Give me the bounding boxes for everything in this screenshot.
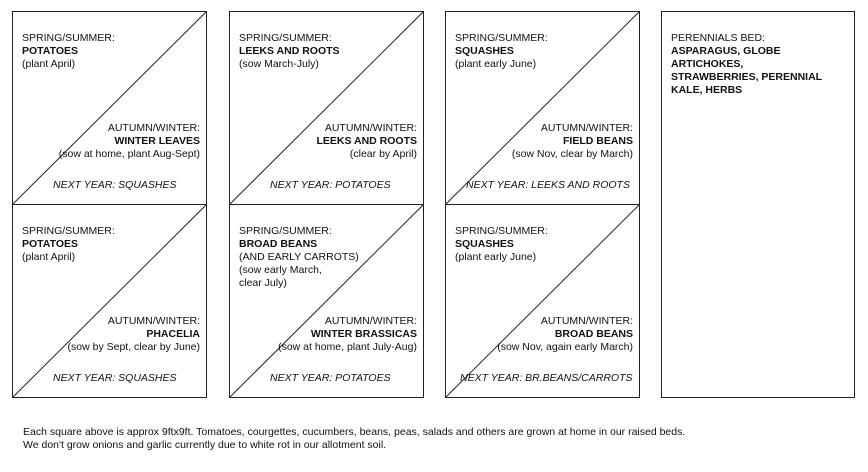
- season-label: SPRING/SUMMER:: [22, 32, 115, 44]
- autumn-winter-section: [497, 315, 633, 354]
- next-year-label: NEXT YEAR: SQUASHES: [53, 179, 177, 191]
- crop-note: (sow early March,: [239, 264, 322, 276]
- crop-note: (sow March-July): [239, 58, 319, 70]
- season-label: SPRING/SUMMER:: [239, 32, 332, 44]
- season-label: AUTUMN/WINTER:: [324, 315, 417, 327]
- season-label: SPRING/SUMMER:: [455, 32, 548, 44]
- spring-summer-section: [22, 32, 115, 71]
- perennials-title: PERENNIALS BED:: [671, 32, 765, 44]
- crop-name: BROAD BEANS: [239, 238, 318, 250]
- season-label: SPRING/SUMMER:: [455, 225, 548, 237]
- spring-summer-section: [239, 32, 340, 71]
- bed-4: [12, 204, 207, 398]
- crop-note: (AND EARLY CARROTS): [239, 251, 359, 263]
- perennials-bed: [661, 11, 855, 398]
- next-year-label: NEXT YEAR: BR.BEANS/CARROTS: [460, 372, 633, 384]
- crop-name: BROAD BEANS: [554, 328, 633, 340]
- perennials-crops: ASPARAGUS, GLOBE ARTICHOKES, STRAWBERRIES, PERENNIAL KALE, HERBS: [671, 45, 822, 96]
- season-label: AUTUMN/WINTER:: [540, 315, 633, 327]
- crop-note: (plant April): [22, 58, 76, 70]
- next-year-label: NEXT YEAR: POTATOES: [270, 372, 391, 384]
- bed-1: [12, 11, 207, 205]
- spring-summer-section: [22, 225, 115, 264]
- crop-note: (plant early June): [455, 58, 537, 70]
- season-label: AUTUMN/WINTER:: [107, 122, 200, 134]
- spring-summer-section: [455, 225, 548, 264]
- crop-note: (sow at home, plant July-Aug): [278, 341, 417, 353]
- crop-name: WINTER LEAVES: [114, 135, 200, 147]
- season-label: AUTUMN/WINTER:: [540, 122, 633, 134]
- spring-summer-section: [239, 225, 359, 290]
- bed-5: [229, 204, 424, 398]
- autumn-winter-section: [59, 122, 200, 161]
- crop-note: (plant early June): [455, 251, 537, 263]
- crop-name: LEEKS AND ROOTS: [239, 45, 340, 57]
- crop-note: (clear by April): [349, 148, 417, 160]
- bed-3: [445, 11, 640, 205]
- crop-name: POTATOES: [22, 45, 79, 57]
- crop-name: SQUASHES: [455, 238, 514, 250]
- bed-6: [445, 204, 640, 398]
- crop-note: (sow Nov, again early March): [497, 341, 633, 353]
- crop-note: clear July): [239, 277, 287, 289]
- crop-note: (sow at home, plant Aug-Sept): [58, 148, 200, 160]
- season-label: AUTUMN/WINTER:: [107, 315, 200, 327]
- season-label: SPRING/SUMMER:: [22, 225, 115, 237]
- crop-name: WINTER BRASSICAS: [310, 328, 417, 340]
- crop-name: FIELD BEANS: [562, 135, 633, 147]
- crop-name: PHACELIA: [146, 328, 200, 340]
- next-year-label: NEXT YEAR: POTATOES: [270, 179, 391, 191]
- season-label: SPRING/SUMMER:: [239, 225, 332, 237]
- bed-2: [229, 11, 424, 205]
- footer-notes: [23, 426, 685, 452]
- crop-name: POTATOES: [22, 238, 79, 250]
- next-year-label: NEXT YEAR: LEEKS AND ROOTS: [466, 179, 630, 191]
- autumn-winter-section: [68, 315, 200, 354]
- crop-name: LEEKS AND ROOTS: [316, 135, 417, 147]
- spring-summer-section: [455, 32, 548, 71]
- autumn-winter-section: [316, 122, 417, 161]
- footer-line-2: We don't grow onions and garlic currently due to white rot in our allotment soil.: [23, 439, 387, 451]
- perennials-section: [671, 32, 831, 97]
- crop-name: SQUASHES: [455, 45, 514, 57]
- footer-line-1: Each square above is approx 9ftx9ft. Tomatoes, courgettes, cucumbers, beans, peas, salads and others are grown at home in our raised beds.: [23, 426, 686, 438]
- season-label: AUTUMN/WINTER:: [324, 122, 417, 134]
- next-year-label: NEXT YEAR: SQUASHES: [53, 372, 177, 384]
- crop-note: (sow Nov, clear by March): [511, 148, 633, 160]
- crop-note: (plant April): [22, 251, 76, 263]
- crop-note: (sow by Sept, clear by June): [67, 341, 200, 353]
- autumn-winter-section: [278, 315, 417, 354]
- autumn-winter-section: [512, 122, 633, 161]
